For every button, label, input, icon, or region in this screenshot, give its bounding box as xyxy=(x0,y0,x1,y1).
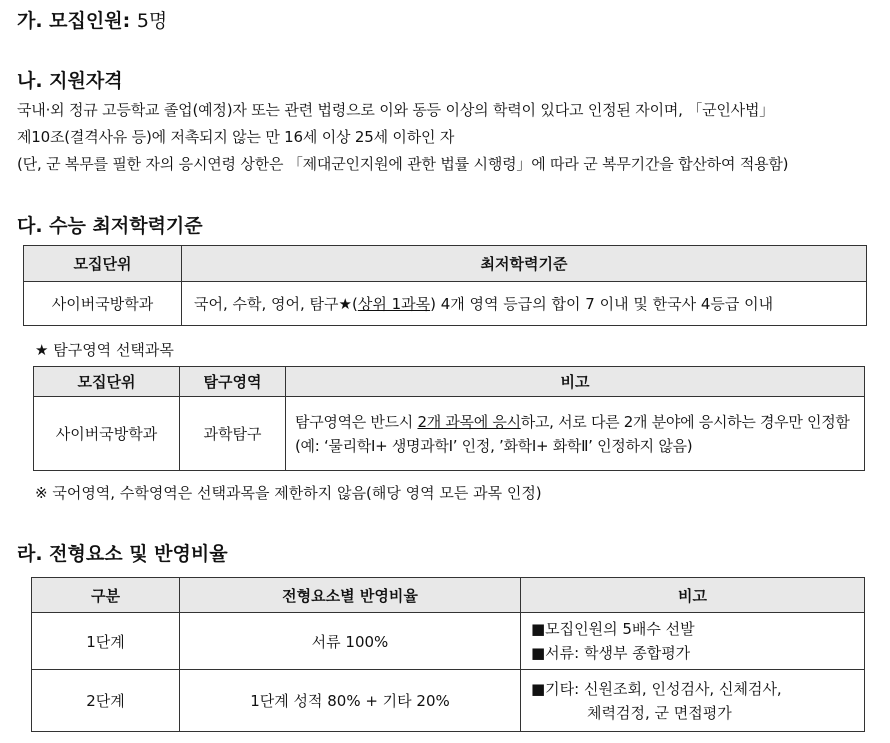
criteria-text: 국어, 수학, 영어, 탐구★( xyxy=(194,295,358,313)
table-row xyxy=(24,282,867,326)
stage-cell: 1단계 xyxy=(32,613,180,670)
remark-line-2: 체력검정, 군 면접평가 xyxy=(587,703,732,722)
subject-table xyxy=(33,366,865,471)
remark-cell xyxy=(286,397,865,471)
header-area: 탐구영역 xyxy=(180,367,286,397)
header-unit: 모집단위 xyxy=(34,367,180,397)
header-unit: 모집단위 xyxy=(24,246,182,282)
remark-cell xyxy=(521,670,865,732)
table-row xyxy=(34,397,865,471)
remark-line-1: ■모집인원의 5배수 선발 xyxy=(531,620,695,638)
section-na-title: 나. 지원자격 xyxy=(17,70,123,92)
min-criteria-table xyxy=(23,245,867,326)
remark-line-1 xyxy=(295,410,864,434)
stage-cell: 2단계 xyxy=(32,670,180,732)
ratio-cell: 1단계 성적 80% + 기타 20% xyxy=(180,670,521,732)
ratio-cell: 서류 100% xyxy=(180,613,521,670)
eligibility-line-3: (단, 군 복무를 필한 자의 응시연령 상한은 「제대군인지원에 관한 법률 시행령」에 따라 군 복무기간을 합산하여 적용함) xyxy=(17,155,789,173)
criteria-cell xyxy=(182,282,867,326)
section-ra-title: 라. 전형요소 및 반영비율 xyxy=(17,543,228,565)
eligibility-line-1: 국내·외 정규 고등학교 졸업(예정)자 또는 관련 법령으로 이와 동등 이상의 학력이 있다고 인정된 자이며, 「군인사법」 xyxy=(17,101,775,119)
table-header-row xyxy=(34,367,865,397)
criteria-underlined: 상위 1과목 xyxy=(357,295,431,313)
section-da-title: 다. 수능 최저학력기준 xyxy=(17,215,203,237)
table-header-row xyxy=(32,578,865,613)
remark-cell xyxy=(521,613,865,670)
section-ga-value: 5명 xyxy=(136,10,168,32)
remark-line-1: ■기타: 신원조회, 인성검사, 신체검사, xyxy=(531,679,782,698)
header-ratio: 전형요소별 반영비율 xyxy=(180,578,521,613)
area-cell: 과학탐구 xyxy=(180,397,286,471)
criteria-text-end: ) 4개 영역 등급의 합이 7 이내 및 한국사 4등급 이내 xyxy=(430,295,774,313)
selection-table xyxy=(31,577,865,732)
table-row xyxy=(32,670,865,732)
section-ga-title: 가. 모집인원: xyxy=(17,10,131,32)
header-criteria: 최저학력기준 xyxy=(182,246,867,282)
header-remark: 비고 xyxy=(286,367,865,397)
remark-line-2: ■서류: 학생부 종합평가 xyxy=(531,644,691,662)
section-ga-heading xyxy=(17,6,167,33)
header-stage: 구분 xyxy=(32,578,180,613)
unit-cell: 사이버국방학과 xyxy=(34,397,180,471)
remark-line-2: (예: ‘물리학Ⅰ+ 생명과학Ⅰ’ 인정, ’화학Ⅰ+ 화학Ⅱ’ 인정하지 않음) xyxy=(295,436,693,455)
unit-cell: 사이버국방학과 xyxy=(24,282,182,326)
eligibility-line-2: 제10조(결격사유 등)에 저촉되지 않는 만 16세 이상 25세 이하인 자 xyxy=(17,128,455,146)
remark-underlined: 2개 과목에 응시 xyxy=(417,412,521,431)
remark-text: 탐구영역은 반드시 xyxy=(295,412,418,431)
header-remark: 비고 xyxy=(521,578,865,613)
table-header-row xyxy=(24,246,867,282)
star-note: ★ 탐구영역 선택과목 xyxy=(35,341,174,359)
remark-text-end: 하고, 서로 다른 2개 분야에 응시하는 경우만 인정함 xyxy=(520,412,850,431)
bottom-note: ※ 국어영역, 수학영역은 선택과목을 제한하지 않음(해당 영역 모든 과목 인정) xyxy=(35,484,542,502)
table-row xyxy=(32,613,865,670)
